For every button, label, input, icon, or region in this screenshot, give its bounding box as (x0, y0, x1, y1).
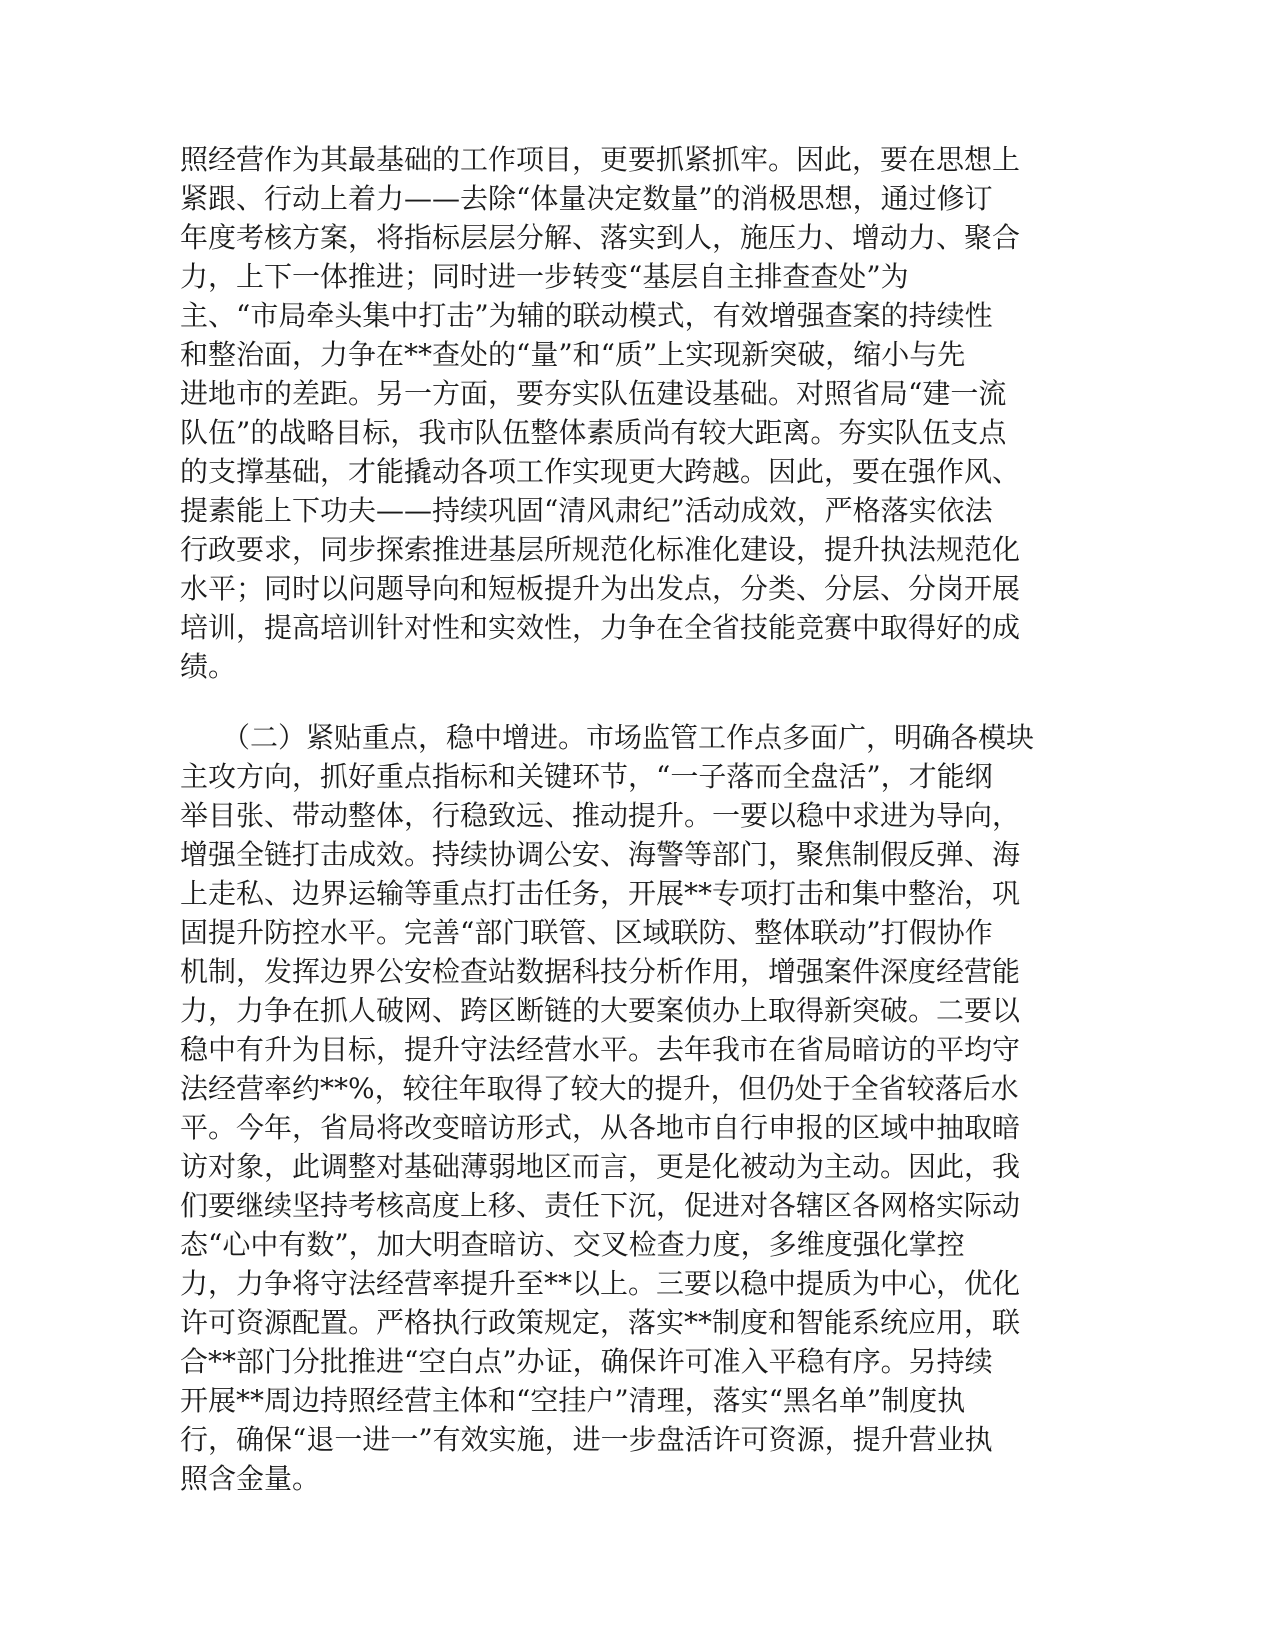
text-line: 的支撑基础，才能撬动各项工作实现更大跨越。因此，要在强作风、 (180, 455, 1021, 488)
text-line: 举目张、带动整体，行稳致远、推动提升。一要以稳中求进为导向， (180, 799, 1021, 832)
text-line: 上走私、边界运输等重点打击任务，开展**专项打击和集中整治，巩 (180, 877, 1021, 910)
text-line: 和整治面，力争在**查处的“量”和“质”上实现新突破，缩小与先 (180, 338, 966, 371)
text-line: 平。今年，省局将改变暗访形式，从各地市自行申报的区域中抽取暗 (180, 1111, 1021, 1144)
text-line: 访对象，此调整对基础薄弱地区而言，更是化被动为主动。因此，我 (180, 1150, 1021, 1183)
text-line: 培训，提高培训针对性和实效性，力争在全省技能竞赛中取得好的成 (180, 611, 1021, 644)
text-line: 力，力争在抓人破网、跨区断链的大要案侦办上取得新突破。二要以 (180, 994, 1021, 1027)
text-line: 们要继续坚持考核高度上移、责任下沉，促进对各辖区各网格实际动 (180, 1189, 1021, 1222)
paragraph-2 (180, 718, 1060, 1498)
text-line: 开展**周边持照经营主体和“空挂户”清理，落实“黑名单”制度执 (180, 1384, 966, 1417)
text-line: 法经营率约**%，较往年取得了较大的提升，但仍处于全省较落后水 (180, 1072, 1019, 1105)
text-line: 行，确保“退一进一”有效实施，进一步盘活许可资源，提升营业执 (180, 1423, 993, 1456)
text-line: 照经营作为其最基础的工作项目，更要抓紧抓牢。因此，要在思想上 (180, 143, 1021, 176)
paragraph-spacer (180, 686, 1060, 718)
text-line: 稳中有升为目标，提升守法经营水平。去年我市在省局暗访的平均守 (180, 1033, 1021, 1066)
text-line: 增强全链打击成效。持续协调公安、海警等部门，聚焦制假反弹、海 (180, 838, 1021, 871)
text-line: 进地市的差距。另一方面，要夯实队伍建设基础。对照省局“建一流 (180, 377, 1007, 410)
text-line: 队伍”的战略目标，我市队伍整体素质尚有较大距离。夯实队伍支点 (180, 416, 1007, 449)
text-line: 力，力争将守法经营率提升至**以上。三要以稳中提质为中心，优化 (180, 1267, 1021, 1300)
text-line: 提素能上下功夫——持续巩固“清风肃纪”活动成效，严格落实依法 (180, 494, 993, 527)
text-line: 行政要求，同步探索推进基层所规范化标准化建设，提升执法规范化 (180, 533, 1021, 566)
text-line: 照含金量。 (180, 1462, 321, 1495)
text-line: 绩。 (180, 650, 237, 683)
text-line: 机制，发挥边界公安检查站数据科技分析作用，增强案件深度经营能 (180, 955, 1021, 988)
paragraph-1 (180, 140, 1060, 686)
text-line: 固提升防控水平。完善“部门联管、区域联防、整体联动”打假协作 (180, 916, 993, 949)
text-line: 年度考核方案，将指标层层分解、落实到人，施压力、增动力、聚合 (180, 221, 1021, 254)
text-line: 力，上下一体推进；同时进一步转变“基层自主排查查处”为 (180, 260, 909, 293)
text-line: （二）紧贴重点，稳中增进。市场监管工作点多面广，明确各模块 (180, 721, 1035, 754)
text-line: 紧跟、行动上着力——去除“体量决定数量”的消极思想，通过修订 (180, 182, 993, 215)
text-line: 主攻方向，抓好重点指标和关键环节，“一子落而全盘活”，才能纲 (180, 760, 993, 793)
text-line: 态“心中有数”，加大明查暗访、交叉检查力度，多维度强化掌控 (180, 1228, 965, 1261)
text-line: 许可资源配置。严格执行政策规定，落实**制度和智能系统应用，联 (180, 1306, 1021, 1339)
document-page (180, 140, 1060, 1498)
text-line: 合**部门分批推进“空白点”办证，确保许可准入平稳有序。另持续 (180, 1345, 993, 1378)
text-line: 水平；同时以问题导向和短板提升为出发点，分类、分层、分岗开展 (180, 572, 1021, 605)
text-line: 主、“市局牵头集中打击”为辅的联动模式，有效增强查案的持续性 (180, 299, 993, 332)
